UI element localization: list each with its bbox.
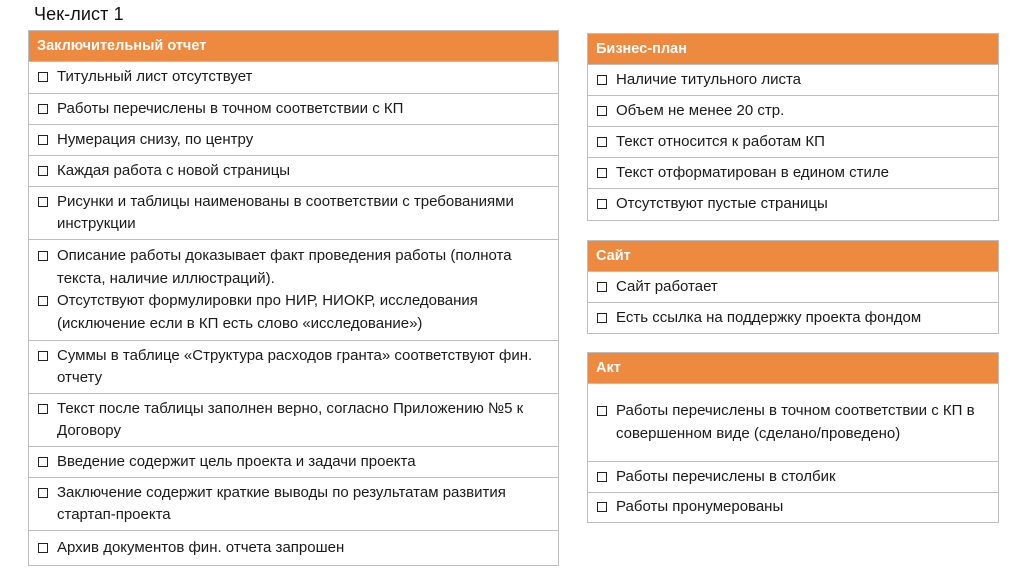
checklist-item-text: Нумерация снизу, по центру (57, 130, 254, 148)
checklist-item-text: Есть ссылка на поддержку проекта фондом (616, 308, 922, 326)
act-header: Акт (588, 353, 998, 383)
checklist-item (37, 160, 552, 183)
checklist-item (37, 290, 552, 335)
checklist-item-text: Сайт работает (616, 277, 718, 295)
checkbox-icon (38, 251, 48, 261)
checklist-item (596, 131, 992, 154)
checklist-item-text: Описание работы доказывает факт проведения работы (полнота текста, наличие иллюстраций). (57, 247, 512, 287)
checklist-item (596, 466, 992, 489)
table-row (588, 302, 998, 333)
checklist-item-text: Текст после таблицы заполнен верно, согласно Приложению №5 к Договору (57, 399, 524, 439)
checklist-item-text: Архив документов фин. отчета запрошен (57, 538, 345, 556)
checklist-item-text: Введение содержит цель проекта и задачи проекта (57, 452, 416, 470)
checkbox-icon (38, 166, 48, 176)
checkbox-icon (597, 168, 607, 178)
checklist-item (37, 66, 552, 89)
checklist-item (596, 496, 992, 519)
business-plan-table (587, 33, 999, 221)
site-header: Сайт (588, 241, 998, 271)
checklist-item (596, 400, 992, 445)
table-row (29, 393, 558, 446)
checkbox-icon (597, 502, 607, 512)
checklist-item-text: Отсутствуют пустые страницы (616, 195, 828, 213)
table-row (29, 155, 558, 186)
checklist-item (37, 398, 552, 443)
checklist-item (596, 307, 992, 330)
checklist-item (37, 451, 552, 474)
table-row (588, 126, 998, 157)
checklist-item-text: Текст относится к работам КП (616, 132, 825, 150)
checklist-item (596, 162, 992, 185)
checklist-item (37, 98, 552, 121)
checklist-item-text: Работы перечислены в точном соответствии с КП в совершенном виде (сделано/проведено) (616, 402, 975, 442)
table-row (29, 477, 558, 530)
checklist-item-text: Текст отформатирован в едином стиле (616, 163, 889, 181)
checkbox-icon (597, 75, 607, 85)
checklist-item-text: Титульный лист отсутствует (57, 68, 253, 86)
checklist-item-text: Заключение содержит краткие выводы по результатам развития стартап-проекта (57, 483, 506, 523)
checklist-item (596, 276, 992, 299)
page-title: Чек-лист 1 (34, 4, 124, 24)
checkbox-icon (38, 197, 48, 207)
site-table (587, 240, 999, 334)
table-row (588, 271, 998, 302)
checkbox-icon (597, 199, 607, 209)
checklist-item-text: Работы пронумерованы (616, 498, 784, 516)
checkbox-icon (38, 404, 48, 414)
checklist-item (37, 345, 552, 390)
table-row (29, 61, 558, 93)
table-row (29, 93, 558, 124)
checklist-item-text: Объем не менее 20 стр. (616, 101, 785, 119)
checklist-item (596, 193, 992, 216)
checkbox-icon (597, 472, 607, 482)
checklist-item (37, 537, 552, 560)
checklist-item-text: Суммы в таблице «Структура расходов гранта» соответствуют фин. отчету (57, 346, 533, 386)
checkbox-icon (38, 104, 48, 114)
table-row (29, 446, 558, 477)
table-row (588, 492, 998, 522)
checklist-item-text: Рисунки и таблицы наименованы в соответствии с требованиями инструкции (57, 192, 514, 232)
table-row (29, 340, 558, 393)
checklist-item (37, 191, 552, 236)
table-row (588, 188, 998, 220)
checklist-item (37, 482, 552, 527)
checkbox-icon (38, 457, 48, 467)
checkbox-icon (597, 313, 607, 323)
checklist-item-text: Работы перечислены в столбик (616, 467, 836, 485)
table-row (588, 95, 998, 126)
table-row (588, 383, 998, 461)
checkbox-icon (597, 406, 607, 416)
checklist-item-text: Отсутствуют формулировки про НИР, НИОКР, исследования (исключение если в КП есть слово «исследование») (57, 292, 478, 332)
table-row (588, 64, 998, 95)
checklist-item (596, 100, 992, 123)
checkbox-icon (38, 543, 48, 553)
act-table (587, 352, 999, 523)
checkbox-icon (38, 135, 48, 145)
checklist-item-text: Каждая работа с новой страницы (57, 161, 291, 179)
checkbox-icon (597, 282, 607, 292)
checklist-item (596, 69, 992, 92)
checklist-item-text: Работы перечислены в точном соответствии с КП (57, 99, 404, 117)
checklist-item-text: Наличие титульного листа (616, 70, 801, 88)
table-row (29, 239, 558, 340)
table-row (29, 186, 558, 239)
checkbox-icon (38, 351, 48, 361)
table-row (29, 124, 558, 155)
checkbox-icon (597, 137, 607, 147)
checkbox-icon (38, 72, 48, 82)
checkbox-icon (38, 296, 48, 306)
final-report-header: Заключительный отчет (29, 31, 558, 61)
table-row (588, 461, 998, 492)
business-plan-header: Бизнес-план (588, 34, 998, 64)
checklist-item (37, 245, 552, 290)
checklist-item (37, 129, 552, 152)
checkbox-icon (597, 106, 607, 116)
checkbox-icon (38, 488, 48, 498)
final-report-table (28, 30, 559, 566)
table-row (29, 530, 558, 565)
table-row (588, 157, 998, 188)
